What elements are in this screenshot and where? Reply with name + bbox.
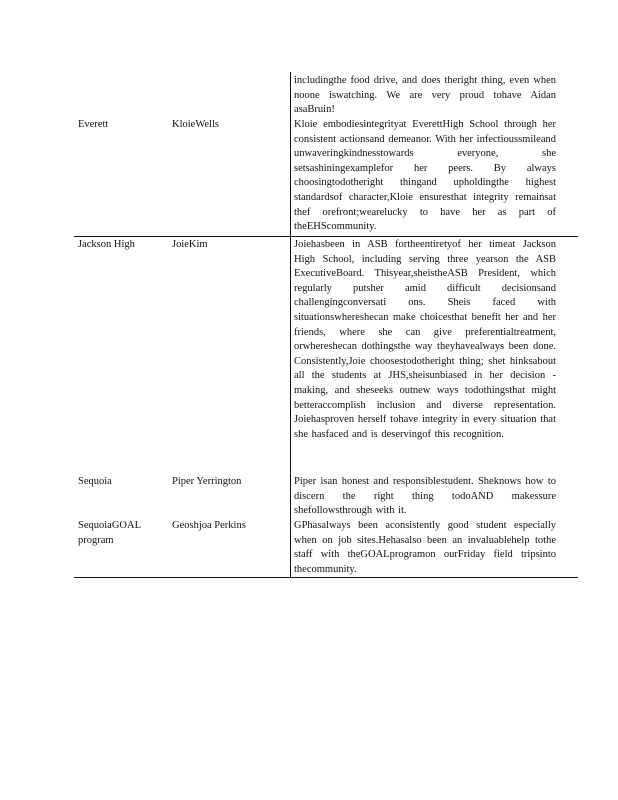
student-cell: Piper Yerrington [172, 476, 242, 487]
column-divider [290, 72, 291, 577]
description-cell: Joiehasbeen in ASB fortheentiretyof her timeat Jackson High School, including serving three yearson the ASB ExecutiveBoard. Thisyear,sheistheASB President, which regularly putsher amid difficult decisionsand challengingconversati ons. Sheis faced with situationswhereshecan make choicesthat benefit her and her friends, where she can give preferentialtreatment, orwhereshecan dothingsthe way theyhavealways been done. Consistently,Joie choosestodotheright thing; shet hinksabout all the students at JHS,sheisunbiased in her decision -making, and sheseeks outnew ways todothingsthat might betteraccomplish inclusion and diverse representation. Joiehasproven herself tohave integrity in every situation that she hasfaced and is deservingof this recognition. [294, 239, 556, 440]
description-cell: GPhasalways been aconsistently good student especially when on job sites.Hehasalso been an invaluablehelp tothe staff with theGOALprogramon ourFriday field tripsinto thecommunity. [294, 520, 556, 575]
student-cell: KloieWells [172, 119, 219, 130]
description-cell: Piper isan honest and responsiblestudent. Sheknows how to discern the right thing todoAND makessure shefollowsthrough with it. [294, 476, 556, 517]
description-cell: includingthe food drive, and does theright thing, even when noone iswatching. We are very proud tohave Aidan asaBruin! [294, 75, 556, 116]
description-cell: Kloie embodiesintegrityat EverettHigh School through her consistent actionsand demeanor. With her infectioussmileand unwaveringkindnesstowards everyone, she setsashiningexamplefor her peers. By always choosingtodotheright thingand upholdingthe highest standardsof character,Kloie ensuresthat integrity remainsat thef orefront;wearelucky to have her as part of theEHScommunity. [294, 119, 556, 233]
school-cell: SequoiaGOAL program [78, 520, 141, 546]
student-cell: JoieKim [172, 239, 208, 250]
row-divider [74, 236, 578, 237]
school-cell: Everett [78, 119, 109, 130]
school-cell: Sequoia [78, 476, 112, 487]
table-bottom-border [74, 577, 578, 578]
student-cell: Geoshjoa Perkins [172, 520, 246, 531]
school-cell: Jackson High [78, 239, 135, 250]
